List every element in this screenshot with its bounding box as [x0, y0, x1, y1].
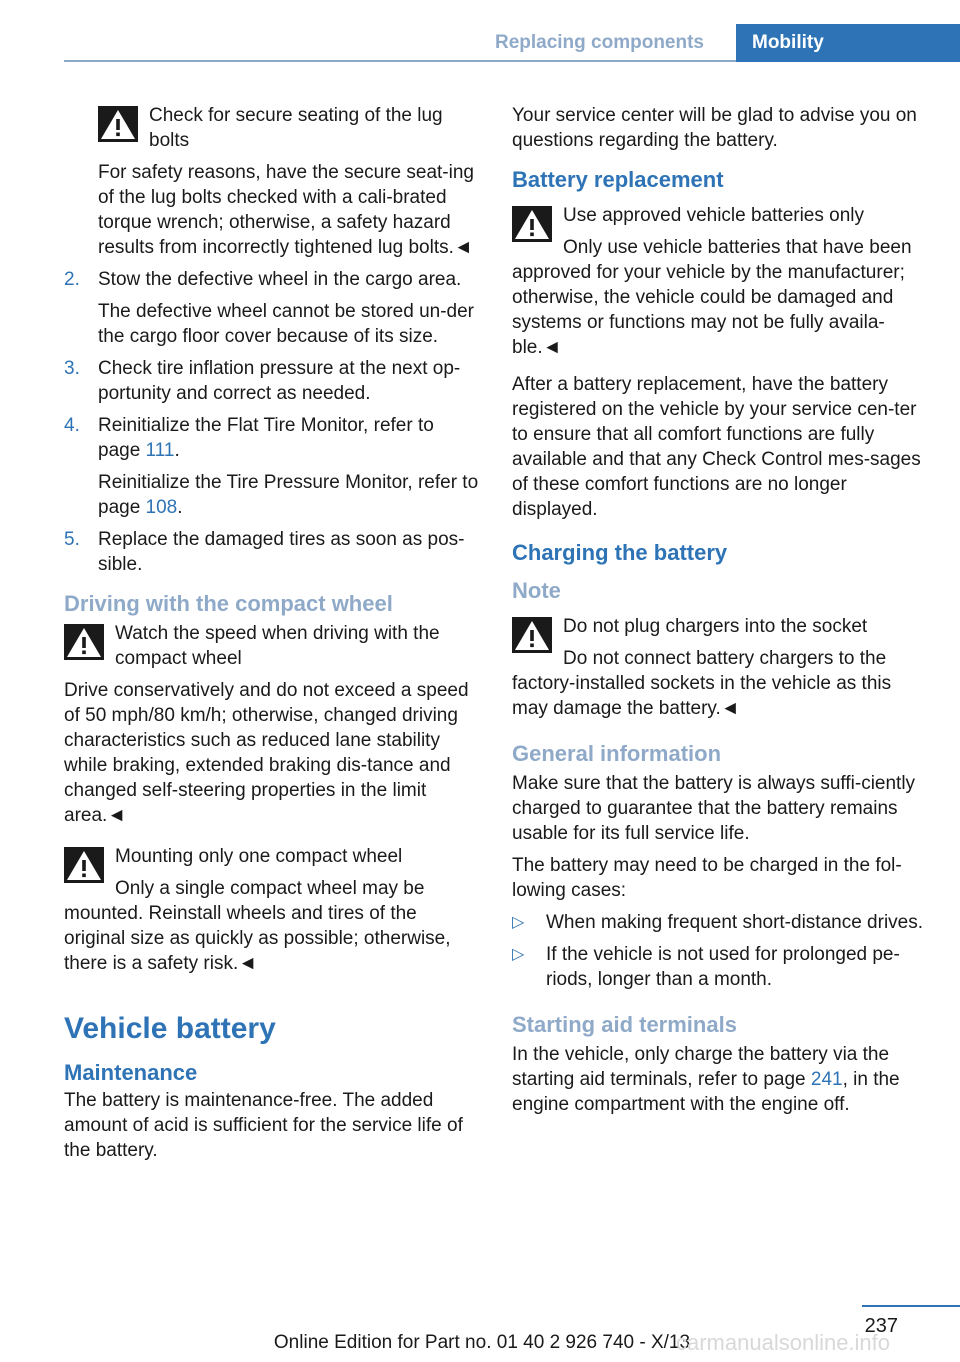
starting-aid-text-end: , in the engine compartment with the engine off. [512, 1069, 900, 1115]
watermark: carmanualsonline.info [676, 1330, 891, 1355]
vehicle-battery-heading: Vehicle battery [64, 1012, 276, 1045]
warning-triangle-icon [64, 847, 104, 883]
list-item [64, 527, 479, 577]
warning-body: Only use vehicle batteries that have been approved for your vehicle by the manufacturer; otherwise, the vehicle could be damaged and systems or functions may not be fully availa‐ble.◄ [512, 237, 912, 358]
intro-text: Your service center will be glad to advise you on questions regarding the battery. [512, 105, 917, 151]
triangle-bullet-icon: ▷ [512, 914, 525, 931]
step-text-part: Reinitialize the Flat Tire Monitor, refer to page [98, 415, 434, 461]
warning-approved-batteries [512, 203, 928, 360]
section-title: Replacing components [494, 32, 704, 53]
warning-triangle-icon [512, 617, 552, 653]
after-replacement-text: After a battery replacement, have the battery registered on the vehicle by your service cen‐ter to ensure that all comfort functions are fully available and that any Check Control mes‐sages of these comfort functions are no longer displayed. [512, 374, 921, 520]
warning-chargers-socket [512, 614, 928, 721]
footer-rule [862, 1305, 960, 1307]
step-number: 5. [64, 529, 80, 550]
step-text: Replace the damaged tires as soon as pos‐sible. [98, 529, 465, 575]
chapter-tab: Mobility [736, 24, 960, 62]
warning-title: Mounting only one compact wheel [115, 846, 403, 867]
page-header [0, 0, 960, 62]
step-text: Reinitialize the Flat Tire Monitor, refer to page 111. [98, 415, 434, 461]
left-column [64, 103, 479, 1170]
warning-compact-speed [64, 621, 479, 828]
list-item [64, 356, 479, 406]
steps-list [64, 267, 479, 577]
warning-triangle-icon [64, 624, 104, 660]
list-item [64, 267, 479, 349]
starting-aid-text: In the vehicle, only charge the battery via the starting aid terminals, refer to page [512, 1044, 890, 1090]
warning-body: Only a single compact wheel may be mounted. Reinstall wheels and tires of the original size as quickly as possible; otherwise, there is a safety risk.◄ [64, 878, 451, 974]
warning-lug-bolts [64, 103, 479, 153]
general-info-heading: General information [512, 741, 722, 766]
right-column [512, 103, 928, 1124]
maintenance-body: The battery is maintenance-free. The added amount of acid is sufficient for the service life of the battery. [64, 1090, 463, 1161]
triangle-bullet-icon: ▷ [512, 946, 525, 963]
warning-title: Watch the speed when driving with the compact wheel [115, 623, 440, 669]
step-number: 2. [64, 269, 80, 290]
warning-body: For safety reasons, have the secure seat‐ing of the lug bolts checked with a cali‐brated torque wrench; otherwise, a safety hazard results from incorrectly tightened lug bolts.◄ [98, 162, 474, 258]
cases-intro: The battery may need to be charged in the fol‐lowing cases: [512, 855, 902, 901]
starting-aid-heading: Starting aid terminals [512, 1012, 737, 1037]
note-heading: Note [512, 578, 561, 603]
general-info-body: Make sure that the battery is always suffi‐ciently charged to guarantee that the battery remains usable for its full service life. [512, 773, 916, 844]
warning-title: Do not plug chargers into the socket [563, 616, 868, 637]
warning-triangle-icon [512, 206, 552, 242]
battery-replacement-heading: Battery replacement [512, 167, 724, 192]
warning-body: Drive conservatively and do not exceed a speed of 50 mph/80 km/h; otherwise, changed driving characteristics such as reduced lane stability while braking, extended braking dis‐tance and changed self-steering properties in the limit area.◄ [64, 680, 469, 826]
compact-wheel-heading: Driving with the compact wheel [64, 591, 393, 616]
step-number: 4. [64, 415, 80, 436]
step-number: 3. [64, 358, 80, 379]
case-text: When making frequent short-distance drives. [546, 912, 924, 933]
warning-title: Check for secure seating of the lug bolts [149, 105, 443, 151]
maintenance-heading: Maintenance [64, 1060, 198, 1085]
step-subtext: Reinitialize the Tire Pressure Monitor, refer to page 108. [98, 472, 479, 518]
warning-body: Do not connect battery chargers to the factory-installed sockets in the vehicle as this may damage the battery.◄ [512, 648, 892, 719]
page-link-241[interactable]: 241 [810, 1069, 843, 1090]
step-subtext-part: Reinitialize the Tire Pressure Monitor, refer to page [98, 472, 479, 518]
charging-heading: Charging the battery [512, 540, 728, 565]
warning-triangle-icon [98, 106, 138, 142]
warning-title: Use approved vehicle batteries only [563, 205, 865, 226]
step-text: Check tire inflation pressure at the next op‐portunity and correct as needed. [98, 358, 461, 404]
list-item [64, 413, 479, 520]
page-link-108[interactable]: 108 [145, 497, 178, 518]
case-text: If the vehicle is not used for prolonged pe‐riods, longer than a month. [546, 944, 900, 990]
header-rule [64, 60, 736, 62]
step-text: Stow the defective wheel in the cargo area. [98, 269, 462, 290]
starting-aid-body [512, 1042, 928, 1117]
list-item [512, 942, 928, 992]
warning-one-compact [64, 844, 479, 976]
page-link-111[interactable]: 111 [145, 440, 175, 461]
list-item [512, 910, 928, 935]
step-subtext: The defective wheel cannot be stored un‐der the cargo floor cover because of its size. [98, 301, 475, 347]
page-number: 237 [864, 1315, 898, 1337]
edition-text: Online Edition for Part no. 01 40 2 926 740 - X/13 [273, 1332, 691, 1353]
